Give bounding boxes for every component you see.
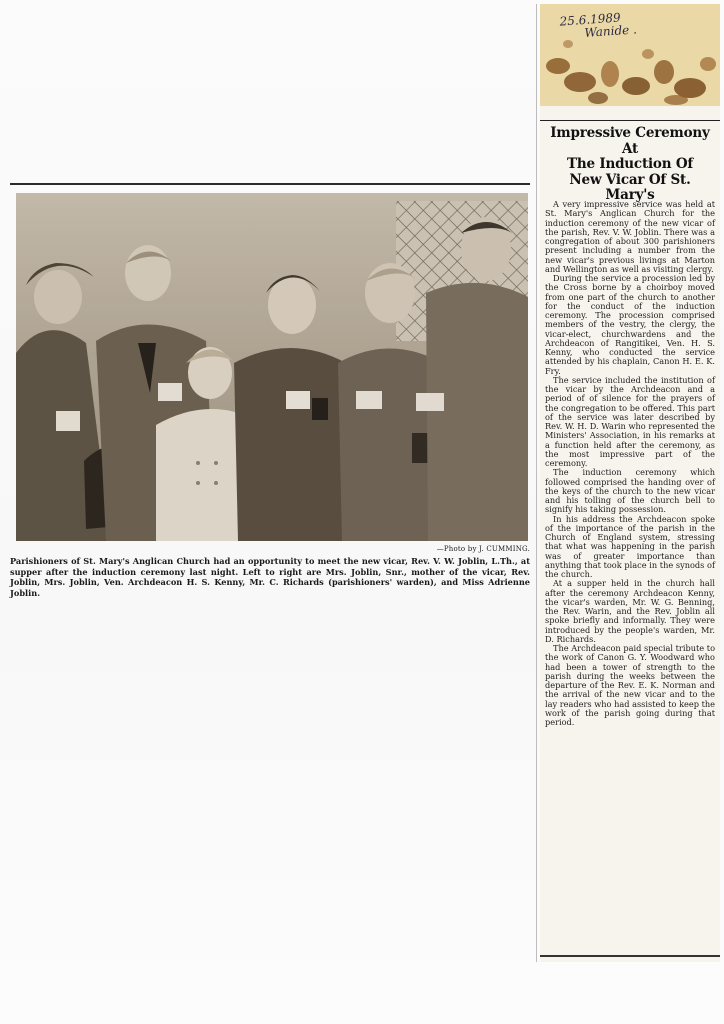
- photo-credit: —Photo by J. CUMMING.: [436, 545, 530, 553]
- group-photograph: [16, 193, 528, 541]
- clipping-top-rule: [10, 183, 530, 185]
- article-paragraph-6: At a supper held in the church hall after the ceremony Archdeacon Kenny, the vicar's warden, Mr. W. G. Benning, the Rev. Warin, and the Rev. Joblin all spoke briefly and informally. They were introduced by the people's warden, Mr. D. Richards.: [545, 578, 715, 644]
- headline-line-1: Impressive Ceremony At: [550, 125, 710, 157]
- handwritten-date-note: [559, 9, 637, 41]
- headline-line-2: The Induction Of: [566, 156, 693, 172]
- article-headline: [544, 126, 716, 204]
- handwritten-word: Wanide .: [583, 22, 638, 40]
- headline-line-3: New Vicar Of St. Mary's: [569, 171, 691, 203]
- article-paragraph-3: The service included the institution of the vicar by the Archdeacon and a period of of silence for the prayers of the congregation to be offered. This part of the service was later described by Rev. W. H. D. Warin who represented the Ministers' Association, in his remarks at a function held after the ceremony, as the most impressive part of the ceremony.: [545, 374, 715, 468]
- article-bottom-rule: [540, 955, 720, 957]
- aged-paper-stain: [540, 4, 720, 106]
- article-paragraph-7: The Archdeacon paid special tribute to the work of Canon G. Y. Woodward who had been a tower of strength to the parish during the weeks between the departure of the Rev. E. K. Norman and the arrival of the new vicar and to the lay readers who had assisted to keep the work of the parish going during that period.: [545, 643, 715, 727]
- article-clipping: [540, 4, 720, 962]
- photo-caption: Parishioners of St. Mary's Anglican Church had an opportunity to meet the new vicar, Rev. V. W. Joblin, L.Th., at supper after the induction ceremony last night. Left to right are Mrs. Joblin, Snr., mother of the vicar, Rev. Joblin, Mrs. Joblin, Ven. Archdeacon H. S. Kenny, Mr. C. Richards (parishioners' warden), and Miss Adrienne Joblin.: [10, 556, 530, 598]
- photograph-image: [16, 193, 528, 541]
- article-paragraph-1: A very impressive service was held at St. Mary's Anglican Church for the induction ceremony of the new vicar of the parish, Rev. V. W. Joblin. There was a congregation of about 300 parishioners present including a number from the new vicar's previous livings at Marton and Wellington as well as visiting clergy.: [545, 199, 715, 274]
- handwritten-date: 25.6.1989: [559, 10, 622, 29]
- headline-rule: [540, 120, 720, 121]
- photo-clipping: [10, 183, 530, 603]
- clipping-edge-shadow: [536, 4, 537, 962]
- article-paragraph-2: During the service a procession led by the Cross borne by a choirboy moved from one part of the church to another for the conduct of the induction ceremony. The procession comprised members of the vestry, the clergy, the vicar-elect, churchwardens and the Archdeacon of Rangitikei, Ven. H. S. Kenny, who conducted the service attended by his chaplain, Canon H. E. K. Fry.: [545, 273, 715, 376]
- article-paragraph-4: The induction ceremony which followed comprised the handing over of the keys of the church to the new vicar and his tolling of the church bell to signify his taking possession.: [545, 467, 715, 515]
- article-paragraph-5: In his address the Archdeacon spoke of the importance of the parish in the Church of England system, stressing that what was happening in the parish was of greater importance than anything that took place in the synods of the church.: [545, 513, 715, 579]
- article-body: [545, 200, 715, 727]
